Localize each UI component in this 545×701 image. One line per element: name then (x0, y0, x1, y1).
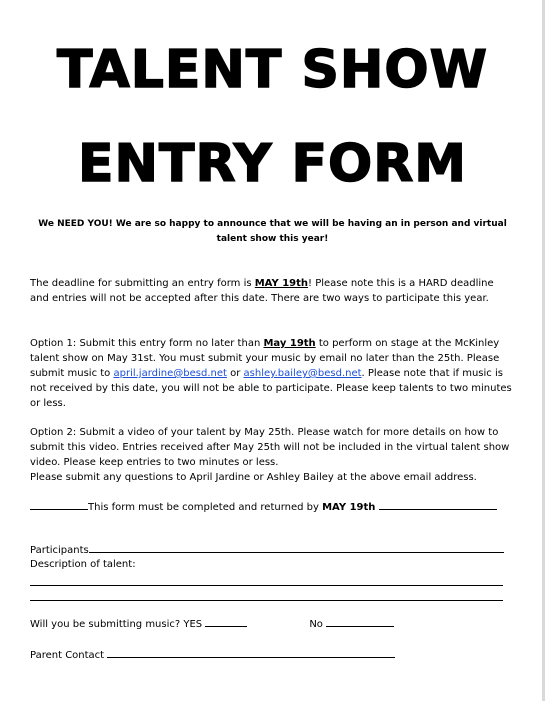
completion-line (30, 500, 515, 515)
description-label: Description of talent: (30, 559, 136, 570)
option-2-paragraph (30, 425, 515, 485)
participants-blank[interactable] (89, 543, 504, 553)
music-no-label: No (309, 619, 323, 630)
questions-text: Please submit any questions to April Jardine or Ashley Bailey at the above email address. (30, 472, 477, 483)
completion-text: This form must be completed and returned by (88, 502, 323, 513)
participants-label: Participants (30, 545, 89, 556)
option-1-text: Option 1: Submit this entry form no later than (30, 338, 264, 349)
title-line-2: ENTRY FORM (78, 134, 467, 194)
option-1-text-end: . Please note that if music is not received by this date, you will not be able to participate. Please keep talents to two minutes or less. (30, 368, 512, 409)
parent-contact-row (30, 648, 515, 663)
deadline-paragraph (30, 276, 515, 306)
completion-date: MAY 19th (322, 502, 376, 513)
option-1-paragraph (30, 336, 515, 411)
description-blank-2[interactable] (30, 591, 515, 606)
description-blank-1[interactable] (30, 576, 515, 591)
or-text: or (226, 368, 244, 379)
deadline-text-rest: ! Please note this is a HARD deadline and entries will not be accepted after this date. There are two ways to participate this year. (30, 278, 494, 304)
music-question-label: Will you be submitting music? YES (30, 619, 203, 630)
participants-row (30, 543, 515, 558)
parent-contact-label: Parent Contact (30, 650, 105, 661)
option-2-text: Option 2: Submit a video of your talent by May 25th. Please watch for more details on how to submit this video. Entries received after May 25th will not be included in the virtual talent show video. Please keep entries to two minutes or less. (30, 427, 510, 468)
option-1-date: May 19th (263, 338, 316, 349)
music-yes-blank[interactable] (205, 617, 247, 627)
email-link-april[interactable]: april.jardine@besd.net (113, 368, 227, 379)
title-line-1: TALENT SHOW (57, 40, 488, 100)
intro-announcement: We NEED YOU! We are so happy to announce that we will be having an in person and virtual talent show this year! (38, 219, 507, 244)
option-1-text-mid: to perform on stage at the McKinley talent show on May 31st. You must submit your music by email no later than the 25th. Please submit music to (30, 338, 500, 379)
email-link-ashley[interactable]: ashley.bailey@besd.net (243, 368, 362, 379)
music-no-blank[interactable] (326, 617, 394, 627)
deadline-date: MAY 19th (254, 278, 309, 289)
music-question-row (30, 617, 515, 632)
parent-contact-blank[interactable] (107, 648, 395, 658)
deadline-text: The deadline for submitting an entry form is (30, 278, 255, 289)
